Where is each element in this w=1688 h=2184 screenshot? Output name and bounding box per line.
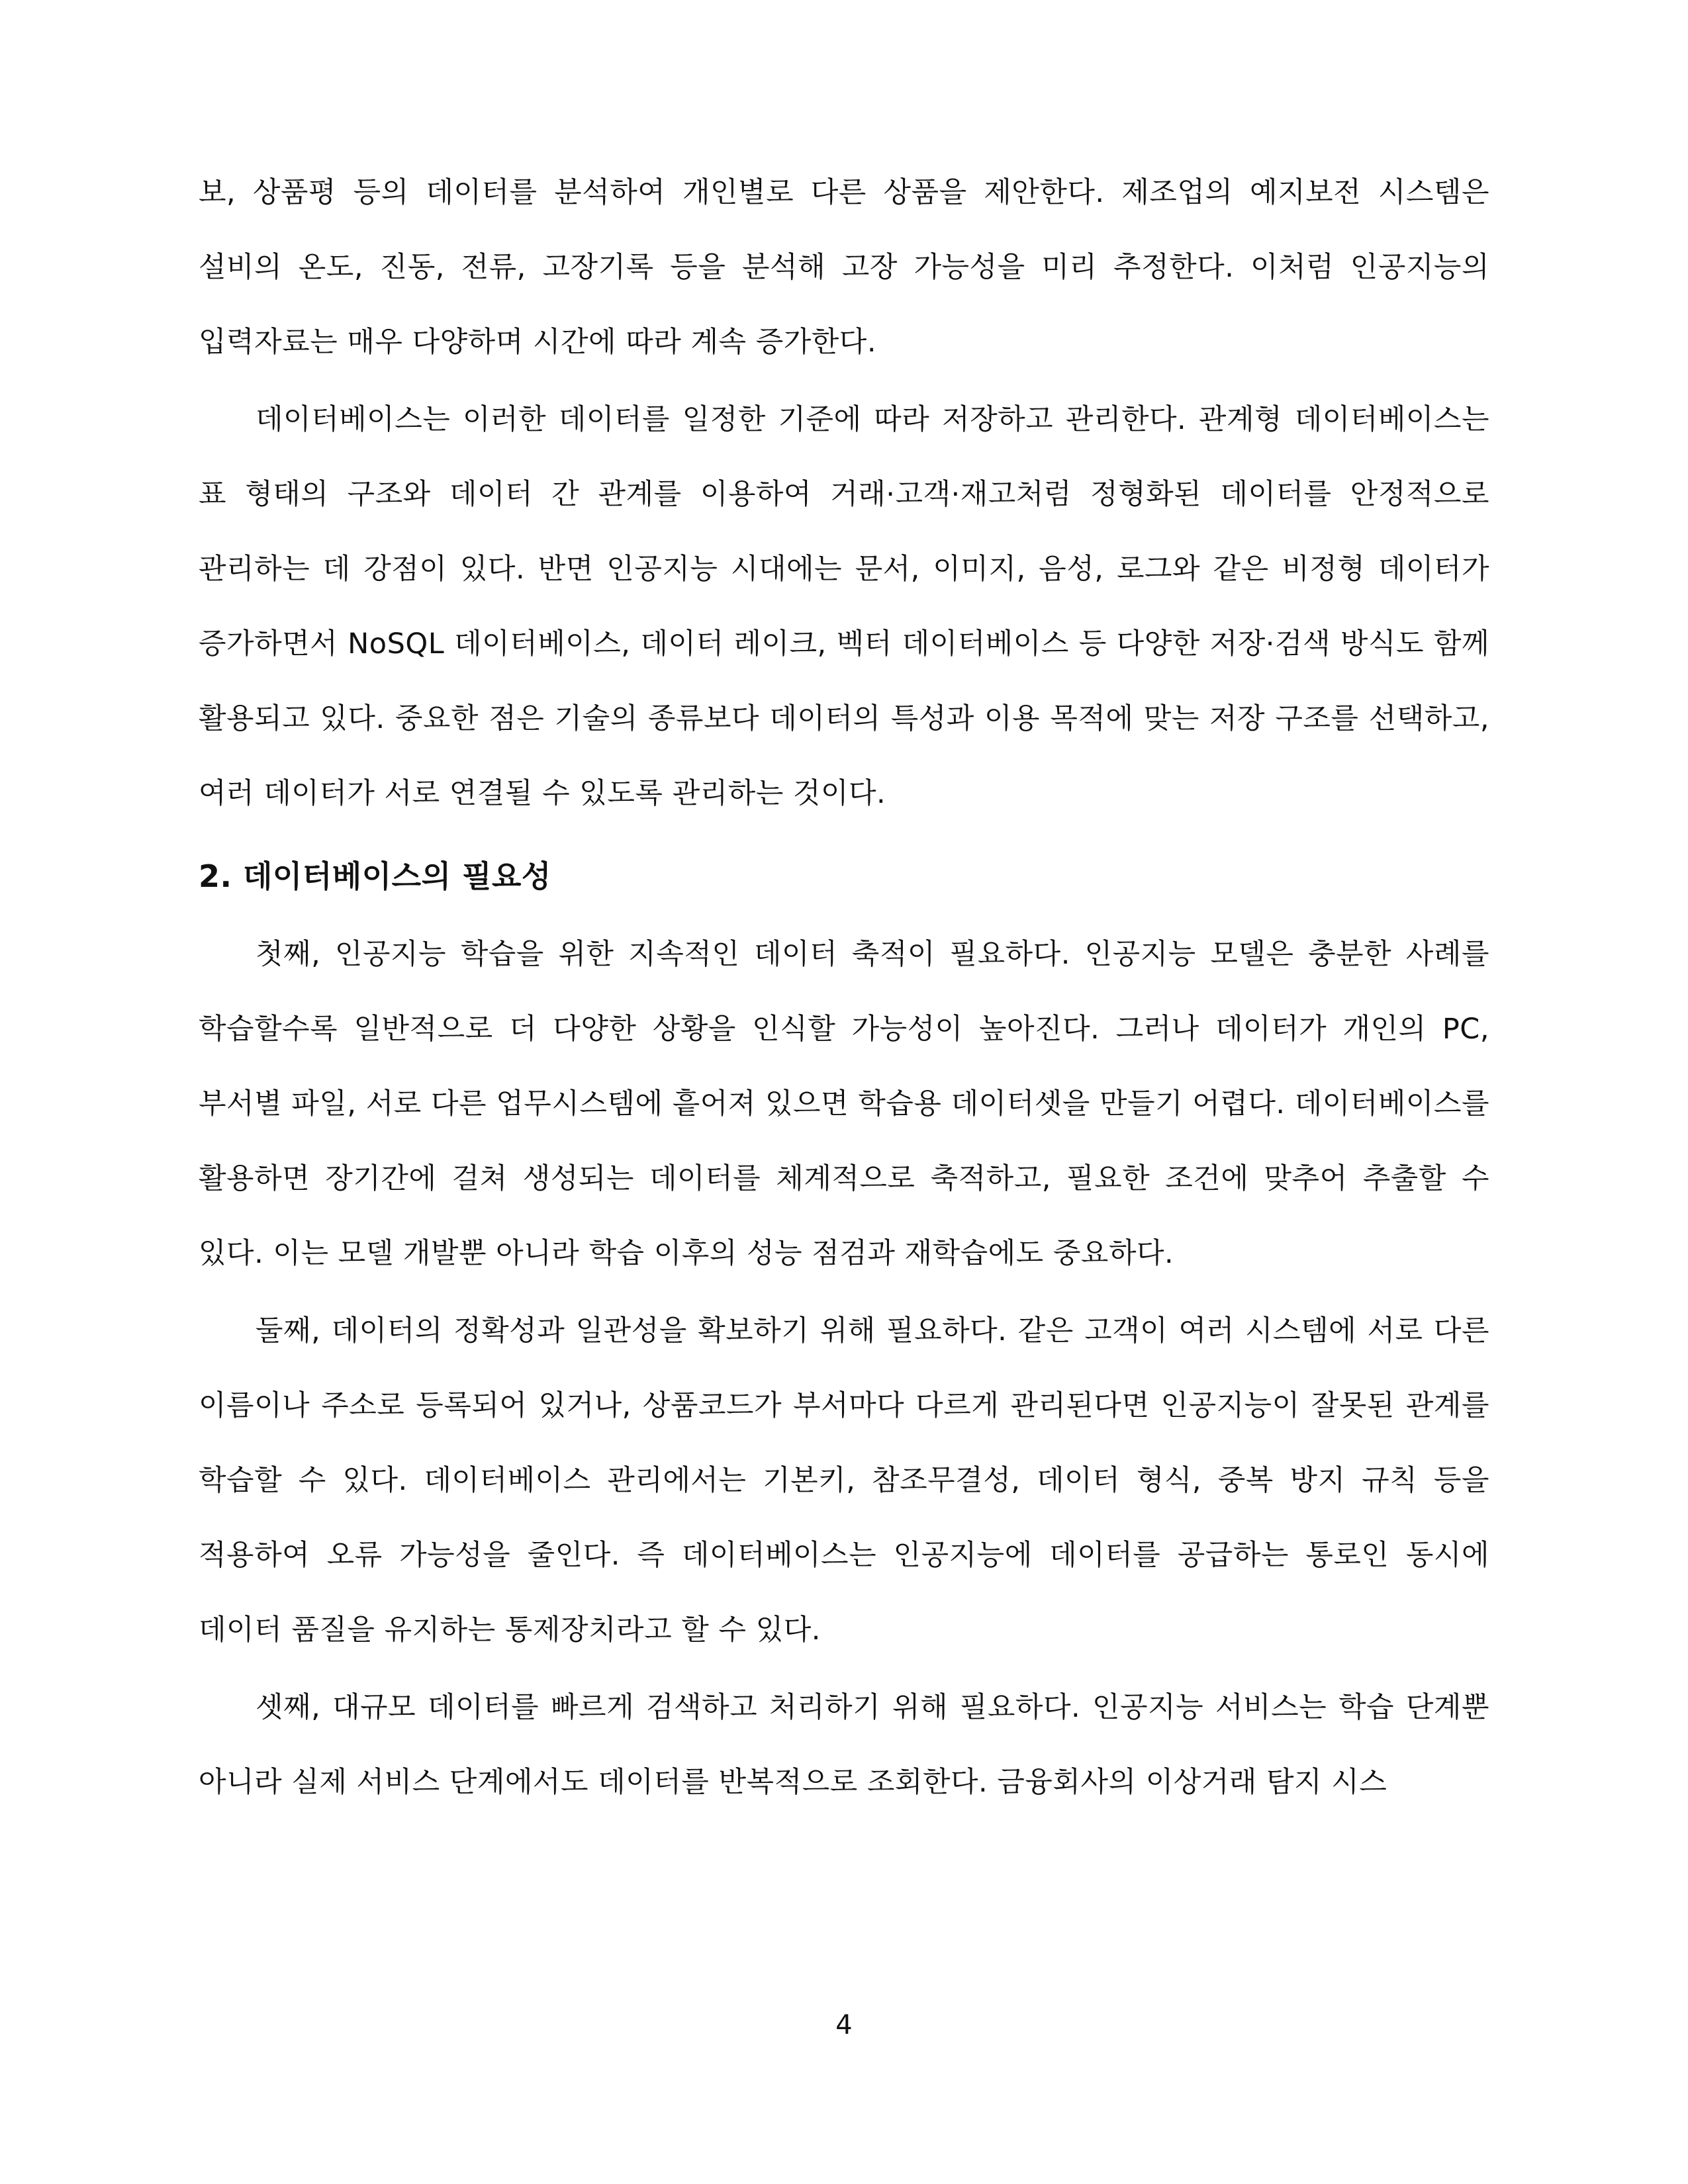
section-heading: 2. 데이터베이스의 필요성 bbox=[199, 858, 551, 894]
paragraph-third-reason: 셋째, 대규모 데이터를 빠르게 검색하고 처리하기 위해 필요하다. 인공지능 서비스는 학습 단계뿐 아니라 실제 서비스 단계에서도 데이터를 반복적으로 조회한다. 금융회사의 이상거래 탐지 시스 bbox=[199, 1691, 1489, 1799]
paragraph-database-overview: 데이터베이스는 이러한 데이터를 일정한 기준에 따라 저장하고 관리한다. 관계형 데이터베이스는 표 형태의 구조와 데이터 간 관계를 이용하여 거래·고객·재고처럼 정형화된 데이터를 안정적으로 관리하는 데 강점이 있다. 반면 인공지능 시대에는 문서, 이미지, 음성, 로그와 같은 비정형 데이터가 증가하면서 NoSQL 데이터베이스, 데이터 레이크, 벡터 데이터베이스 등 다양한 저장·검색 방식도 함께 활용되고 있다. 중요한 점은 기술의 종류보다 데이터의 특성과 이용 목적에 맞는 저장 구조를 선택하고, 여러 데이터가 서로 연결될 수 있도록 관리하는 것이다. bbox=[199, 403, 1489, 810]
paragraph-first-reason: 첫째, 인공지능 학습을 위한 지속적인 데이터 축적이 필요하다. 인공지능 모델은 충분한 사례를 학습할수록 일반적으로 더 다양한 상황을 인식할 가능성이 높아진다. 그러나 데이터가 개인의 PC, 부서별 파일, 서로 다른 업무시스템에 흩어져 있으면 학습용 데이터셋을 만들기 어렵다. 데이터베이스를 활용하면 장기간에 걸쳐 생성되는 데이터를 체계적으로 축적하고, 필요한 조건에 맞추어 추출할 수 있다. 이는 모델 개발뿐 아니라 학습 이후의 성능 점검과 재학습에도 중요하다. bbox=[199, 938, 1489, 1270]
page-number: 4 bbox=[835, 2010, 853, 2040]
paragraph-second-reason: 둘째, 데이터의 정확성과 일관성을 확보하기 위해 필요하다. 같은 고객이 여러 시스템에 서로 다른 이름이나 주소로 등록되어 있거나, 상품코드가 부서마다 다르게 관리된다면 인공지능이 잘못된 관계를 학습할 수 있다. 데이터베이스 관리에서는 기본키, 참조무결성, 데이터 형식, 중복 방지 규칙 등을 적용하여 오류 가능성을 줄인다. 즉 데이터베이스는 인공지능에 데이터를 공급하는 통로인 동시에 데이터 품질을 유지하는 통제장치라고 할 수 있다. bbox=[199, 1314, 1489, 1647]
page-body bbox=[199, 156, 1489, 1823]
paragraph-continued: 보, 상품평 등의 데이터를 분석하여 개인별로 다른 상품을 제안한다. 제조업의 예지보전 시스템은 설비의 온도, 진동, 전류, 고장기록 등을 분석해 고장 가능성을 미리 추정한다. 이처럼 인공지능의 입력자료는 매우 다양하며 시간에 따라 계속 증가한다. bbox=[199, 176, 1489, 359]
